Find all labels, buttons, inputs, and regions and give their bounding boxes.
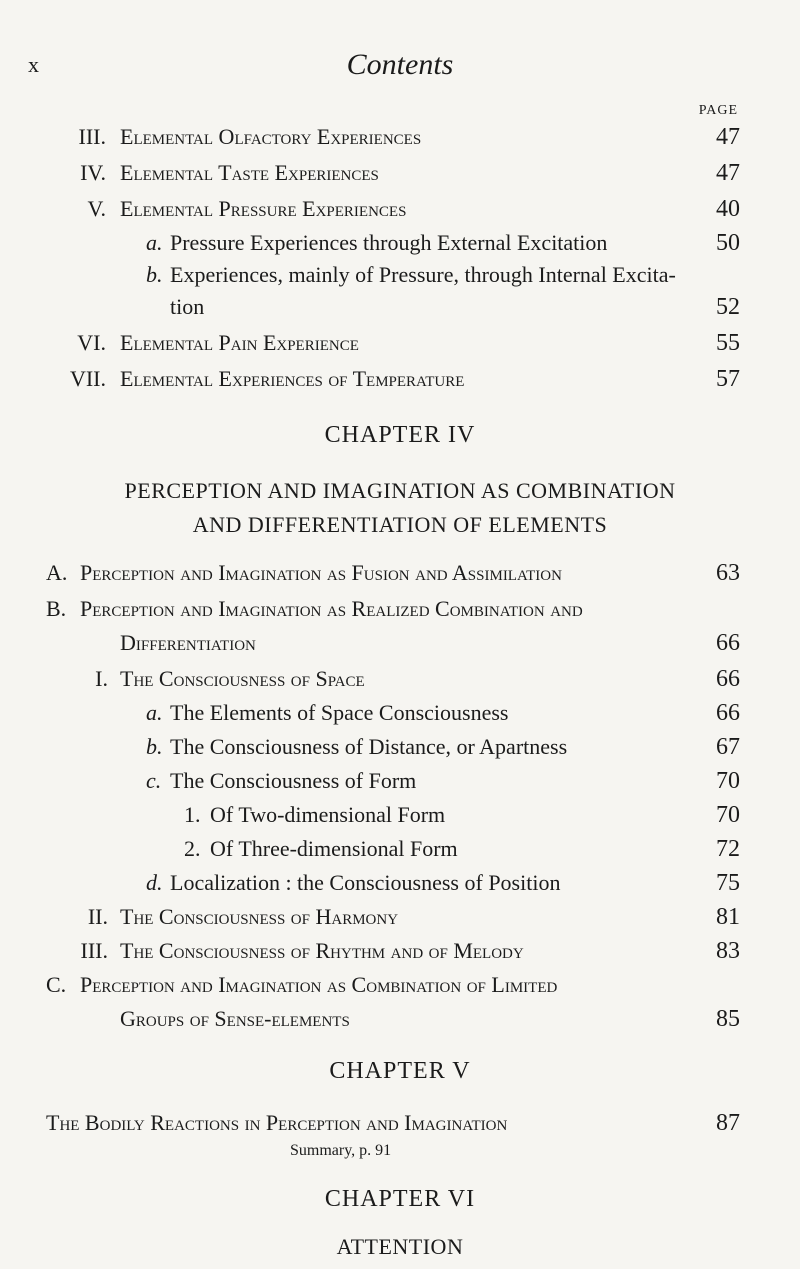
chapter-heading: CHAPTER VI — [324, 1186, 476, 1212]
running-head: Contents — [346, 48, 454, 81]
chapter-title: ATTENTION — [336, 1234, 464, 1259]
summary-note: Summary, p. 91 — [290, 1142, 392, 1159]
page-number: x — [28, 52, 39, 77]
chapter-title: PERCEPTION AND IMAGINATION AS COMBINATION — [124, 478, 676, 503]
chapter-title: AND DIFFERENTIATION OF ELEMENTS — [192, 512, 608, 537]
chapter-heading: CHAPTER V — [329, 1058, 471, 1084]
page-column-label: PAGE — [698, 103, 738, 118]
book-page: x Contents PAGE III. Elemental Olfactory Experiences 47 IV. Elemental Taste Experiences 47 V. Elemental Pressure Experiences 40 a. Pressure Experiences through External Excitation 50 b. Experiences, mainly of Pressure, through Internal Excita- tion 52 VI. Elemental Pain Experience 55 VII. Elemental Experiences of Temperature 57 CHAPTER IV PERCEPTION AND IMAGINATION AS COMBINATION AND DIFFERENTIATION OF ELEMENTS A. Perception and Imagination as Fusion and Assimilation 63 B. Perception and Imagination as Realized Combination and Differentiation 66 I. The Consciousness of Space 66 a. The Elements of Space Consciousness 66 b. The Consciousness of Distance, or Apartness 67 c. The Consciousness of Form 70 1. Of Two-dimensional Form 70 2. Of Three-dimensional Form 72 d. Localization : the Consciousness of Position 75 II. The Consciousness of Harmony 81 III. The Consciousness of Rhythm and of Melody 83 C. Perception and Imagination as Combination of Limited Groups of Sense-elements 85 CHAPTER V The Bodily Reactions in Perception and Imagination 87 Summary, p. 91 CHAPTER VI ATTENTION — [0, 0, 800, 1269]
chapter-heading: CHAPTER IV — [324, 422, 476, 448]
